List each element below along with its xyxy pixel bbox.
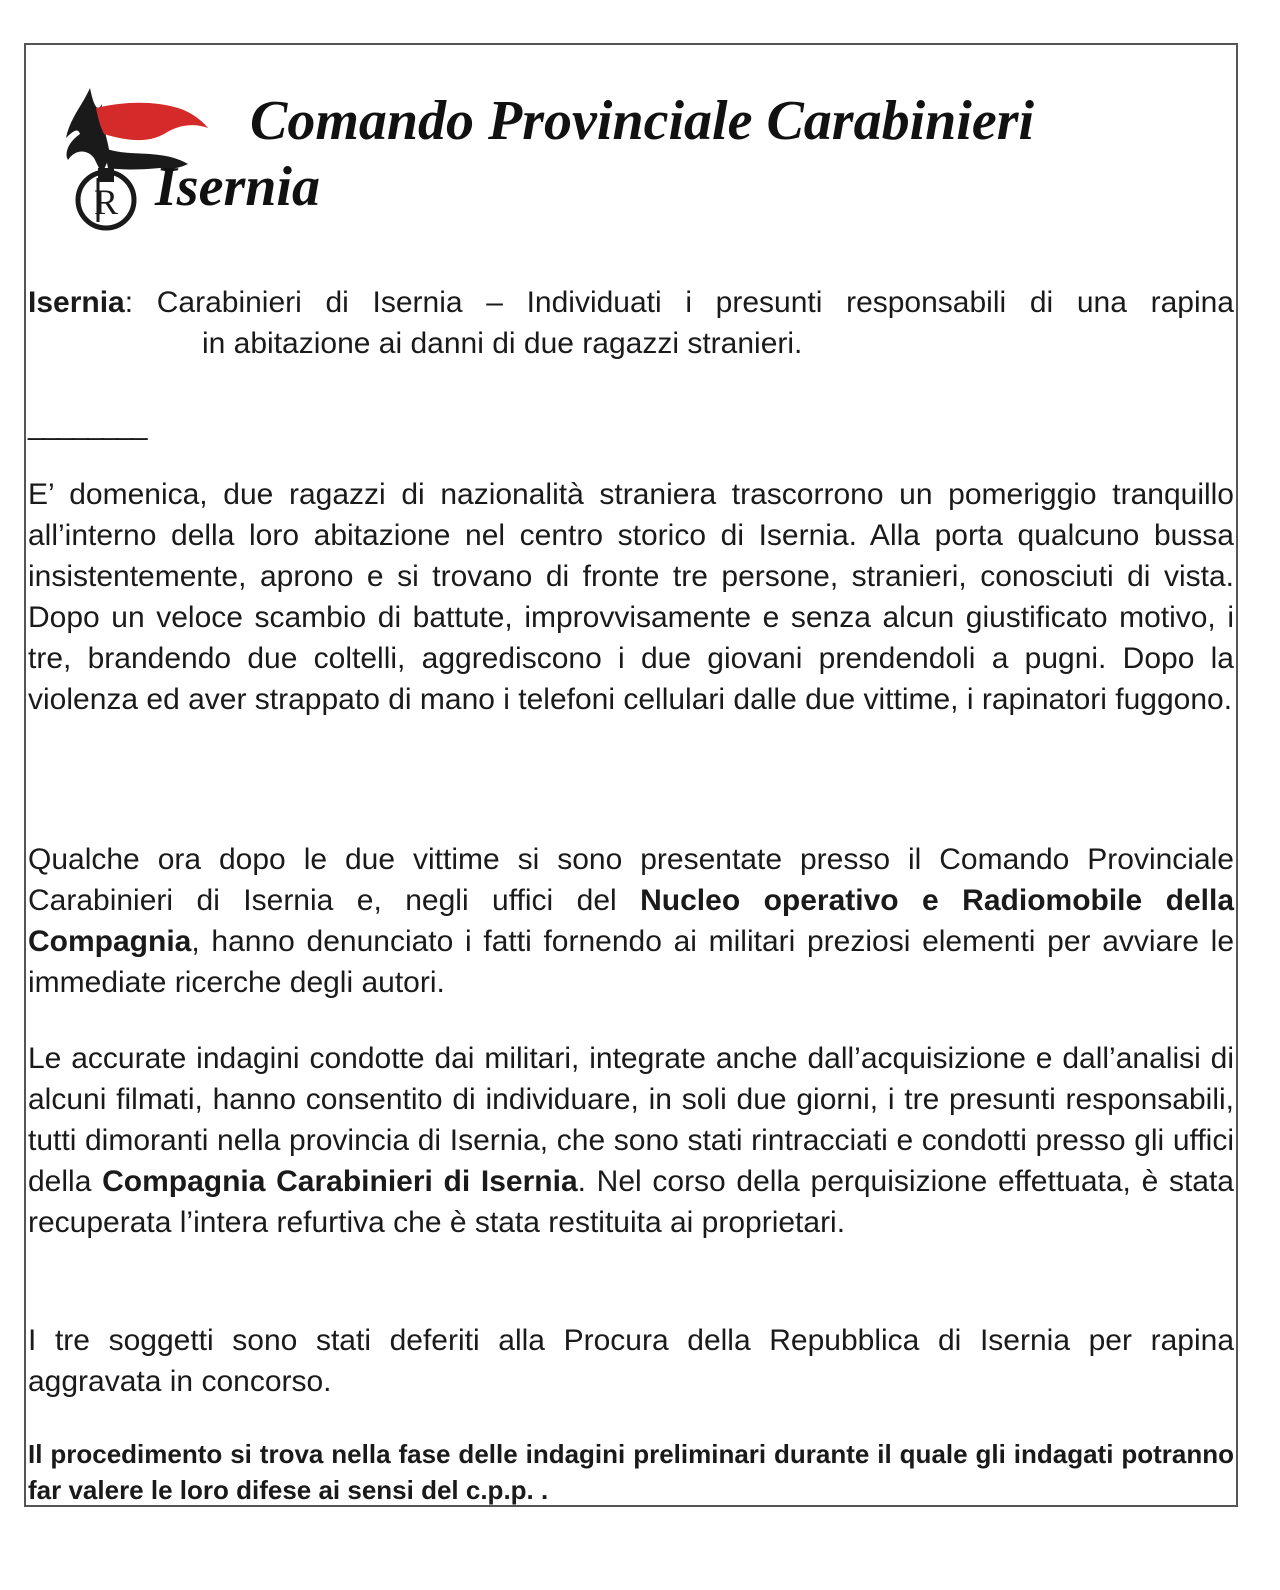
header-subtitle-city: Isernia	[155, 156, 320, 218]
body-paragraph-4: I tre soggetti sono stati deferiti alla Procura della Repubblica di Isernia per rapina aggravata in concorso.	[28, 1324, 1234, 1398]
body-paragraph-1: E’ domenica, due ragazzi di nazionalità straniera trascorrono un pomeriggio tranquillo all’interno della loro abitazione nel centro storico di Isernia. Alla porta qualcuno bussa insistentemente, aprono e si trovano di fronte tre persone, stranieri, conosciuti di vista. Dopo un veloce scambio di battute, improvvisamente e senza alcun giustificato motivo, i tre, brandendo due coltelli, aggrediscono i due giovani prendendoli a pugni. Dopo la violenza ed aver strappato di mano i telefoni cellulari dalle due vittime, i rapinatori fuggono.	[28, 478, 1234, 716]
header-title: Comando Provinciale Carabinieri	[250, 90, 1035, 152]
subject-line-1-text: : Carabinieri di Isernia – Individuati i presunti responsabili di una rapina	[124, 286, 1234, 319]
separator-line: ________	[28, 408, 146, 441]
paragraph-2-text-a: Qualche ora dopo le due vittime si sono presentate presso il Comando Provinciale Carabinieri di Isernia e, negli uffici del	[28, 843, 1234, 917]
document-frame	[24, 43, 1238, 1507]
paragraph-3-text-c: . Nel corso della perquisizione effettuata, è stata recuperata l’intera refurtiva che è stata restituita ai proprietari.	[28, 1165, 1234, 1239]
subject-line-1	[28, 282, 1234, 323]
paragraph-3-bold-unit: Compagnia Carabinieri di Isernia	[102, 1165, 578, 1198]
paragraph-2-text-c: , hanno denunciato i fatti fornendo ai militari preziosi elementi per avviare le immediate ricerche degli autori.	[28, 925, 1234, 999]
paragraph-3-text-a: Le accurate indagini condotte dai militari, integrate anche dall’acquisizione e dall’analisi di alcuni filmati, hanno consentito di individuare, in soli due giorni, i tre presunti responsabili, tutti dimoranti nella provincia di Isernia, che sono stati rintracciati e condotti presso gli uffici della	[28, 1042, 1234, 1198]
logo-flame-red	[96, 103, 208, 140]
body-paragraph-2	[28, 839, 1234, 1003]
subject-heading	[28, 282, 1234, 364]
logo-monogram: R	[93, 182, 119, 222]
subject-line-2: in abitazione ai danni di due ragazzi stranieri.	[202, 327, 803, 360]
paragraph-2-bold-unit: Nucleo operativo e Radiomobile della Compagnia	[28, 884, 1234, 958]
legal-disclaimer: Il procedimento si trova nella fase delle indagini preliminari durante il quale gli indagati potranno far valere le loro difese ai sensi del c.p.p. .	[28, 1439, 1234, 1505]
subject-place: Isernia	[28, 286, 125, 319]
body-paragraph-3	[28, 1038, 1234, 1243]
